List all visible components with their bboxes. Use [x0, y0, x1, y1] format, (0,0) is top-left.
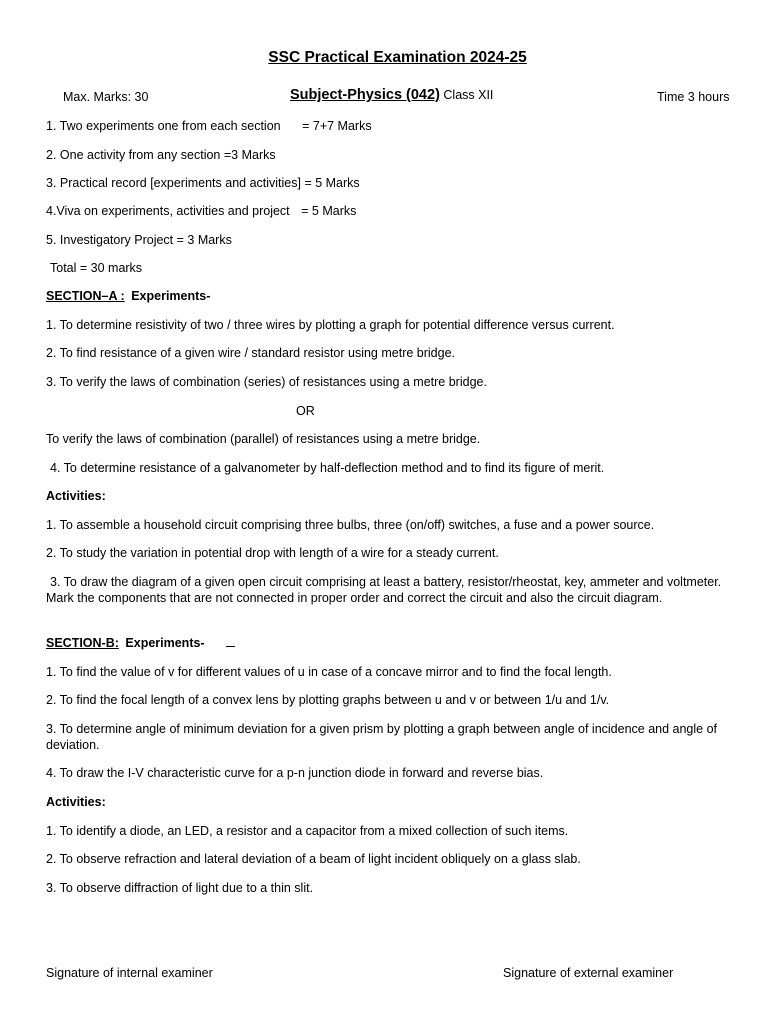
external-examiner-signature: Signature of external examiner [503, 966, 674, 980]
section-b-experiment-1: 1. To find the value of v for different values of u in case of a concave mirror and to find the focal length. [46, 665, 612, 679]
section-a-experiment-1: 1. To determine resistivity of two / three wires by plotting a graph for potential difference versus current. [46, 318, 615, 332]
marks-item-4 [46, 203, 356, 219]
marks-item-3: 3. Practical record [experiments and activities] = 5 Marks [46, 176, 360, 190]
section-a-activities-heading: Activities: [46, 489, 106, 503]
section-a-subtitle: Experiments- [131, 289, 211, 303]
marks-item-value: = 5 Marks [301, 204, 357, 218]
marks-item-text: 1. Two experiments one from each section [46, 119, 281, 133]
internal-examiner-signature: Signature of internal examiner [46, 966, 213, 980]
section-b-activity-1: 1. To identify a diode, an LED, a resistor and a capacitor from a mixed collection of such items. [46, 824, 569, 838]
section-b-subtitle: Experiments- [125, 636, 205, 650]
marks-item-value: = 7+7 Marks [302, 119, 372, 133]
section-a-label: SECTION–A : [46, 289, 125, 303]
section-b-experiment-4: 4. To draw the I-V characteristic curve for a p-n junction diode in forward and reverse bias. [46, 766, 544, 780]
subject-line [290, 87, 493, 103]
section-a-experiment-3-alt: To verify the laws of combination (parallel) of resistances using a metre bridge. [46, 432, 481, 446]
section-b-activity-2: 2. To observe refraction and lateral deviation of a beam of light incident obliquely on a glass slab. [46, 852, 581, 866]
marks-item-text: 4.Viva on experiments, activities and project [46, 204, 290, 218]
marks-total: Total = 30 marks [50, 261, 143, 275]
marks-item-2: 2. One activity from any section =3 Marks [46, 148, 276, 162]
section-a-experiment-2: 2. To find resistance of a given wire / standard resistor using metre bridge. [46, 346, 456, 360]
section-b-experiment-3: 3. To determine angle of minimum deviation for a given prism by plotting a graph between angle of incidence and angle of deviation. [46, 722, 718, 752]
section-a-activity-3: 3. To draw the diagram of a given open circuit comprising at least a battery, resistor/rheostat, key, ammeter and voltmeter. Mark the components that are not connected in proper order and correct the circuit and also the circuit diagram. [46, 575, 722, 605]
section-a-heading [46, 288, 210, 304]
section-b-activity-3: 3. To observe diffraction of light due to a thin slit. [46, 881, 314, 895]
section-a-activity-1: 1. To assemble a household circuit comprising three bulbs, three (on/off) switches, a fuse and a power source. [46, 518, 655, 532]
max-marks: Max. Marks: 30 [63, 90, 149, 104]
time-allowed: Time 3 hours [657, 90, 730, 104]
section-b-experiment-2: 2. To find the focal length of a convex lens by plotting graphs between u and v or between 1/u and 1/v. [46, 693, 610, 707]
section-a-experiment-3: 3. To verify the laws of combination (series) of resistances using a metre bridge. [46, 375, 487, 389]
marks-item-1 [46, 118, 372, 134]
section-b-label: SECTION-B: [46, 636, 119, 650]
section-a-activity-2: 2. To study the variation in potential drop with length of a wire for a steady current. [46, 546, 499, 560]
subject-title: Subject-Physics (042) [290, 87, 440, 103]
section-a-experiment-4: 4. To determine resistance of a galvanometer by half-deflection method and to find its figure of merit. [50, 461, 605, 475]
marks-item-5: 5. Investigatory Project = 3 Marks [46, 233, 232, 247]
section-b-activities-heading: Activities: [46, 795, 106, 809]
class-label: Class XII [443, 88, 494, 102]
page-title: SSC Practical Examination 2024-25 [268, 49, 527, 66]
blank-line [226, 636, 235, 647]
or-separator: OR [296, 404, 315, 418]
section-b-heading [46, 635, 235, 651]
